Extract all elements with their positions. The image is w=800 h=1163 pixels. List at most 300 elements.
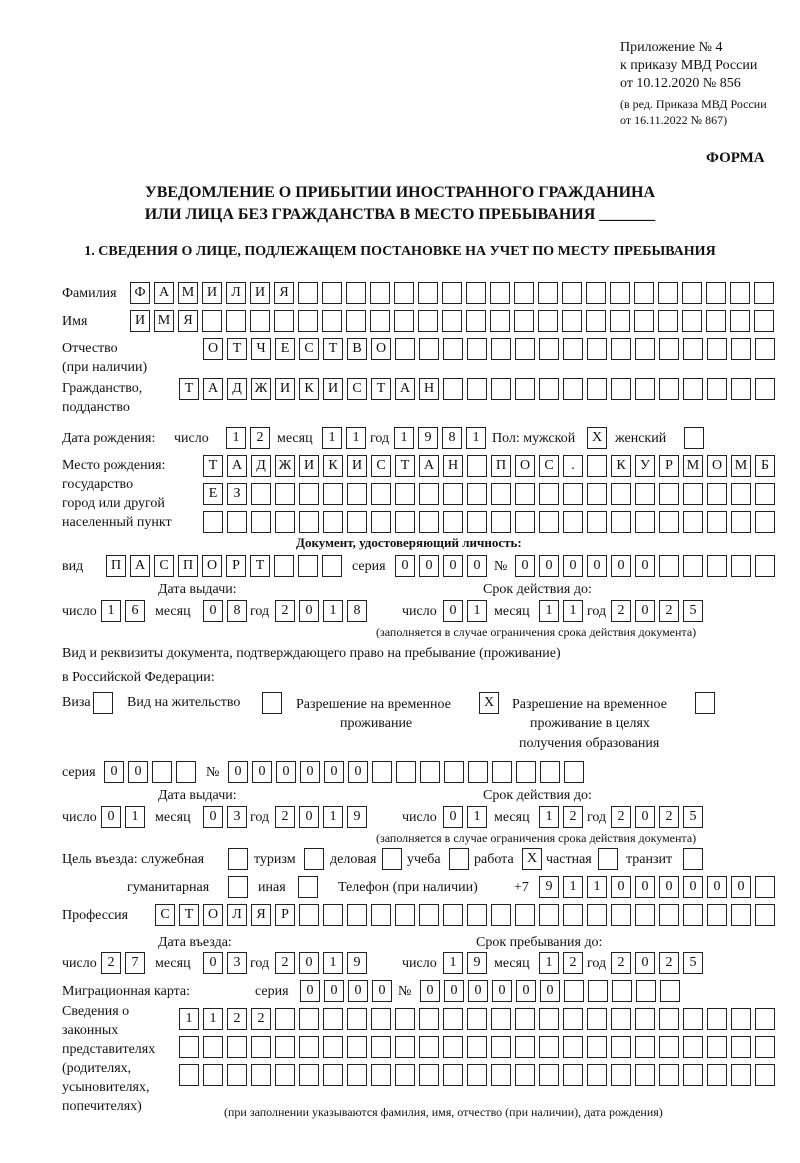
char-cell[interactable] (587, 455, 607, 477)
char-cell[interactable] (396, 761, 416, 783)
char-cell[interactable] (539, 904, 559, 926)
char-cell[interactable] (322, 282, 342, 304)
char-cell[interactable] (491, 511, 511, 533)
char-cell[interactable]: 2 (563, 806, 583, 828)
char-cell[interactable]: 1 (563, 876, 583, 898)
char-cell[interactable]: Д (251, 455, 271, 477)
char-cell[interactable] (299, 511, 319, 533)
char-cell[interactable] (347, 511, 367, 533)
char-cell[interactable]: 1 (101, 600, 121, 622)
char-cell[interactable] (683, 338, 703, 360)
char-cell[interactable]: 0 (324, 980, 344, 1002)
char-cell[interactable]: Е (275, 338, 295, 360)
char-cell[interactable]: 0 (228, 761, 248, 783)
char-cell[interactable] (322, 310, 342, 332)
representatives-field[interactable] (179, 1008, 775, 1030)
char-cell[interactable]: 0 (348, 980, 368, 1002)
char-cell[interactable] (299, 1064, 319, 1086)
residence-permit-checkbox[interactable] (262, 692, 282, 714)
char-cell[interactable] (395, 1036, 415, 1058)
entry-year[interactable] (275, 952, 367, 974)
char-cell[interactable]: 0 (467, 555, 487, 577)
char-cell[interactable]: Н (419, 378, 439, 400)
char-cell[interactable] (634, 310, 654, 332)
char-cell[interactable]: 0 (707, 876, 727, 898)
char-cell[interactable] (444, 761, 464, 783)
char-cell[interactable] (562, 282, 582, 304)
char-cell[interactable]: М (154, 310, 174, 332)
char-cell[interactable] (227, 511, 247, 533)
migcard-series-field[interactable] (300, 980, 392, 1002)
char-cell[interactable] (490, 310, 510, 332)
char-cell[interactable]: И (130, 310, 150, 332)
char-cell[interactable] (682, 282, 702, 304)
char-cell[interactable]: 5 (683, 952, 703, 974)
char-cell[interactable]: 1 (323, 600, 343, 622)
char-cell[interactable]: 8 (347, 600, 367, 622)
char-cell[interactable] (323, 1036, 343, 1058)
char-cell[interactable] (586, 282, 606, 304)
char-cell[interactable]: 8 (442, 427, 462, 449)
char-cell[interactable]: 0 (563, 555, 583, 577)
char-cell[interactable]: 0 (492, 980, 512, 1002)
char-cell[interactable] (227, 1036, 247, 1058)
citizenship-field[interactable] (179, 378, 775, 400)
birthplace-field[interactable] (203, 511, 775, 533)
char-cell[interactable]: 1 (466, 427, 486, 449)
char-cell[interactable]: 0 (128, 761, 148, 783)
char-cell[interactable] (298, 310, 318, 332)
char-cell[interactable]: Я (251, 904, 271, 926)
char-cell[interactable]: 0 (300, 761, 320, 783)
char-cell[interactable] (730, 310, 750, 332)
char-cell[interactable]: 2 (611, 806, 631, 828)
char-cell[interactable]: 1 (539, 952, 559, 974)
char-cell[interactable] (299, 904, 319, 926)
char-cell[interactable]: Т (371, 378, 391, 400)
char-cell[interactable]: С (539, 455, 559, 477)
char-cell[interactable] (563, 378, 583, 400)
stay-month[interactable] (539, 952, 583, 974)
char-cell[interactable] (418, 310, 438, 332)
char-cell[interactable]: Л (227, 904, 247, 926)
char-cell[interactable] (634, 282, 654, 304)
char-cell[interactable]: 9 (347, 952, 367, 974)
char-cell[interactable] (610, 282, 630, 304)
char-cell[interactable] (611, 1064, 631, 1086)
char-cell[interactable] (515, 1008, 535, 1030)
purpose-other-checkbox[interactable] (298, 876, 318, 898)
char-cell[interactable] (731, 1008, 751, 1030)
entry-month[interactable] (203, 952, 247, 974)
char-cell[interactable] (395, 511, 415, 533)
char-cell[interactable] (203, 1064, 223, 1086)
char-cell[interactable]: 0 (299, 952, 319, 974)
char-cell[interactable]: 5 (683, 600, 703, 622)
char-cell[interactable] (443, 904, 463, 926)
char-cell[interactable] (659, 1036, 679, 1058)
char-cell[interactable] (491, 904, 511, 926)
char-cell[interactable] (491, 338, 511, 360)
char-cell[interactable]: А (227, 455, 247, 477)
char-cell[interactable]: 3 (227, 952, 247, 974)
char-cell[interactable]: Л (226, 282, 246, 304)
char-cell[interactable] (707, 1036, 727, 1058)
birthplace-field[interactable] (203, 455, 775, 477)
char-cell[interactable] (515, 1064, 535, 1086)
char-cell[interactable] (587, 1036, 607, 1058)
purpose-transit-checkbox[interactable] (683, 848, 703, 870)
char-cell[interactable]: 0 (635, 806, 655, 828)
char-cell[interactable] (347, 1036, 367, 1058)
char-cell[interactable]: П (106, 555, 126, 577)
char-cell[interactable] (419, 1036, 439, 1058)
char-cell[interactable]: Ф (130, 282, 150, 304)
char-cell[interactable] (419, 483, 439, 505)
char-cell[interactable]: Я (178, 310, 198, 332)
char-cell[interactable] (539, 511, 559, 533)
representatives-field[interactable] (179, 1036, 775, 1058)
char-cell[interactable]: 0 (516, 980, 536, 1002)
char-cell[interactable] (659, 338, 679, 360)
dob-month-field[interactable] (322, 427, 366, 449)
char-cell[interactable] (298, 555, 318, 577)
doc-valid-day[interactable] (443, 600, 487, 622)
char-cell[interactable] (563, 511, 583, 533)
char-cell[interactable] (449, 848, 469, 870)
char-cell[interactable] (755, 876, 775, 898)
char-cell[interactable]: 1 (587, 876, 607, 898)
char-cell[interactable]: 0 (300, 980, 320, 1002)
char-cell[interactable]: Р (275, 904, 295, 926)
purpose-humanitarian-checkbox[interactable] (228, 876, 248, 898)
char-cell[interactable]: О (202, 555, 222, 577)
char-cell[interactable]: 8 (227, 600, 247, 622)
char-cell[interactable]: Т (203, 455, 223, 477)
char-cell[interactable]: 1 (125, 806, 145, 828)
char-cell[interactable] (203, 511, 223, 533)
dob-day-field[interactable] (226, 427, 270, 449)
char-cell[interactable] (635, 1008, 655, 1030)
char-cell[interactable] (540, 761, 560, 783)
char-cell[interactable] (538, 310, 558, 332)
char-cell[interactable] (731, 511, 751, 533)
char-cell[interactable]: 0 (395, 555, 415, 577)
char-cell[interactable]: О (203, 338, 223, 360)
char-cell[interactable] (539, 338, 559, 360)
char-cell[interactable] (683, 378, 703, 400)
char-cell[interactable] (442, 282, 462, 304)
char-cell[interactable]: И (323, 378, 343, 400)
char-cell[interactable] (202, 310, 222, 332)
name-field[interactable] (130, 310, 774, 332)
char-cell[interactable] (755, 555, 775, 577)
char-cell[interactable] (564, 761, 584, 783)
char-cell[interactable] (755, 1008, 775, 1030)
char-cell[interactable]: 2 (275, 806, 295, 828)
char-cell[interactable] (539, 1064, 559, 1086)
char-cell[interactable] (611, 511, 631, 533)
char-cell[interactable] (611, 378, 631, 400)
char-cell[interactable]: 9 (539, 876, 559, 898)
char-cell[interactable]: 0 (659, 876, 679, 898)
char-cell[interactable]: X (479, 692, 499, 714)
char-cell[interactable] (228, 848, 248, 870)
char-cell[interactable]: 0 (635, 555, 655, 577)
char-cell[interactable] (563, 1008, 583, 1030)
char-cell[interactable] (467, 904, 487, 926)
char-cell[interactable] (707, 1064, 727, 1086)
char-cell[interactable]: А (395, 378, 415, 400)
char-cell[interactable] (395, 483, 415, 505)
stay-year[interactable] (611, 952, 703, 974)
char-cell[interactable] (491, 1064, 511, 1086)
char-cell[interactable]: 1 (394, 427, 414, 449)
char-cell[interactable] (659, 1008, 679, 1030)
purpose-service-checkbox[interactable] (228, 848, 248, 870)
char-cell[interactable] (755, 338, 775, 360)
char-cell[interactable] (262, 692, 282, 714)
char-cell[interactable] (299, 1036, 319, 1058)
char-cell[interactable]: 0 (372, 980, 392, 1002)
char-cell[interactable] (179, 1064, 199, 1086)
char-cell[interactable]: Т (250, 555, 270, 577)
char-cell[interactable]: 1 (346, 427, 366, 449)
char-cell[interactable] (395, 1064, 415, 1086)
char-cell[interactable]: 2 (227, 1008, 247, 1030)
char-cell[interactable]: А (154, 282, 174, 304)
char-cell[interactable]: Т (323, 338, 343, 360)
char-cell[interactable] (491, 1008, 511, 1030)
doc-series-field[interactable] (395, 555, 487, 577)
char-cell[interactable]: 5 (683, 806, 703, 828)
char-cell[interactable] (755, 1064, 775, 1086)
char-cell[interactable]: С (154, 555, 174, 577)
char-cell[interactable]: К (323, 455, 343, 477)
char-cell[interactable]: У (635, 455, 655, 477)
char-cell[interactable] (323, 511, 343, 533)
char-cell[interactable] (707, 338, 727, 360)
char-cell[interactable]: П (491, 455, 511, 477)
char-cell[interactable]: Т (179, 378, 199, 400)
char-cell[interactable]: 0 (252, 761, 272, 783)
char-cell[interactable] (443, 1064, 463, 1086)
char-cell[interactable] (443, 1036, 463, 1058)
char-cell[interactable]: 1 (322, 427, 342, 449)
char-cell[interactable] (371, 1036, 391, 1058)
right-issue-year[interactable] (275, 806, 367, 828)
char-cell[interactable] (563, 904, 583, 926)
char-cell[interactable] (587, 1008, 607, 1030)
char-cell[interactable]: 0 (468, 980, 488, 1002)
sex-male-checkbox[interactable] (587, 427, 607, 449)
char-cell[interactable] (635, 1064, 655, 1086)
birthplace-field[interactable] (203, 483, 775, 505)
char-cell[interactable] (539, 1008, 559, 1030)
char-cell[interactable]: 0 (348, 761, 368, 783)
char-cell[interactable] (755, 904, 775, 926)
char-cell[interactable] (323, 483, 343, 505)
char-cell[interactable] (467, 511, 487, 533)
char-cell[interactable] (659, 1064, 679, 1086)
char-cell[interactable]: 2 (659, 806, 679, 828)
char-cell[interactable]: Д (227, 378, 247, 400)
char-cell[interactable]: И (299, 455, 319, 477)
char-cell[interactable]: 0 (420, 980, 440, 1002)
char-cell[interactable]: 3 (227, 806, 247, 828)
char-cell[interactable] (304, 848, 324, 870)
char-cell[interactable] (538, 282, 558, 304)
char-cell[interactable]: 0 (611, 876, 631, 898)
char-cell[interactable] (683, 848, 703, 870)
char-cell[interactable] (443, 378, 463, 400)
char-cell[interactable] (323, 904, 343, 926)
doc-number-field[interactable] (515, 555, 775, 577)
char-cell[interactable]: 2 (659, 952, 679, 974)
char-cell[interactable]: 1 (539, 806, 559, 828)
char-cell[interactable]: 2 (101, 952, 121, 974)
char-cell[interactable] (754, 310, 774, 332)
char-cell[interactable] (419, 1008, 439, 1030)
right-number-field[interactable] (228, 761, 584, 783)
char-cell[interactable] (707, 555, 727, 577)
char-cell[interactable] (251, 1036, 271, 1058)
right-valid-year[interactable] (611, 806, 703, 828)
char-cell[interactable] (610, 310, 630, 332)
char-cell[interactable]: 1 (443, 952, 463, 974)
char-cell[interactable] (707, 483, 727, 505)
char-cell[interactable] (587, 378, 607, 400)
char-cell[interactable] (152, 761, 172, 783)
char-cell[interactable]: З (227, 483, 247, 505)
char-cell[interactable]: 2 (611, 952, 631, 974)
char-cell[interactable] (682, 310, 702, 332)
char-cell[interactable] (299, 1008, 319, 1030)
char-cell[interactable] (539, 378, 559, 400)
char-cell[interactable] (466, 282, 486, 304)
dob-year-field[interactable] (394, 427, 486, 449)
char-cell[interactable] (395, 904, 415, 926)
purpose-private-checkbox[interactable] (598, 848, 618, 870)
char-cell[interactable] (563, 1036, 583, 1058)
char-cell[interactable] (371, 1008, 391, 1030)
char-cell[interactable] (731, 378, 751, 400)
char-cell[interactable] (563, 1064, 583, 1086)
char-cell[interactable] (467, 338, 487, 360)
char-cell[interactable] (275, 511, 295, 533)
char-cell[interactable]: 1 (539, 600, 559, 622)
char-cell[interactable]: 1 (179, 1008, 199, 1030)
char-cell[interactable] (659, 904, 679, 926)
char-cell[interactable] (683, 511, 703, 533)
char-cell[interactable] (466, 310, 486, 332)
purpose-work-checkbox[interactable] (522, 848, 542, 870)
char-cell[interactable] (635, 378, 655, 400)
char-cell[interactable]: 9 (467, 952, 487, 974)
char-cell[interactable] (755, 511, 775, 533)
char-cell[interactable]: Ж (251, 378, 271, 400)
char-cell[interactable] (298, 876, 318, 898)
char-cell[interactable] (730, 282, 750, 304)
char-cell[interactable]: С (299, 338, 319, 360)
char-cell[interactable] (371, 511, 391, 533)
char-cell[interactable] (635, 904, 655, 926)
char-cell[interactable] (372, 761, 392, 783)
char-cell[interactable] (564, 980, 584, 1002)
char-cell[interactable]: О (371, 338, 391, 360)
char-cell[interactable] (492, 761, 512, 783)
char-cell[interactable] (467, 1064, 487, 1086)
char-cell[interactable]: 0 (635, 600, 655, 622)
char-cell[interactable]: 0 (515, 555, 535, 577)
temporary-residence-education-checkbox[interactable] (695, 692, 715, 714)
char-cell[interactable] (587, 483, 607, 505)
char-cell[interactable] (587, 338, 607, 360)
char-cell[interactable] (660, 980, 680, 1002)
char-cell[interactable]: 1 (226, 427, 246, 449)
char-cell[interactable] (467, 483, 487, 505)
char-cell[interactable]: 0 (443, 555, 463, 577)
char-cell[interactable] (226, 310, 246, 332)
char-cell[interactable] (683, 1008, 703, 1030)
char-cell[interactable] (598, 848, 618, 870)
char-cell[interactable] (250, 310, 270, 332)
char-cell[interactable] (418, 282, 438, 304)
char-cell[interactable] (635, 1036, 655, 1058)
char-cell[interactable]: X (522, 848, 542, 870)
char-cell[interactable]: 0 (299, 600, 319, 622)
purpose-tourism-checkbox[interactable] (304, 848, 324, 870)
char-cell[interactable]: 0 (731, 876, 751, 898)
char-cell[interactable] (275, 1036, 295, 1058)
char-cell[interactable] (684, 427, 704, 449)
right-issue-day[interactable] (101, 806, 145, 828)
char-cell[interactable] (731, 338, 751, 360)
char-cell[interactable]: И (347, 455, 367, 477)
char-cell[interactable]: 1 (323, 806, 343, 828)
char-cell[interactable] (635, 511, 655, 533)
char-cell[interactable]: 0 (324, 761, 344, 783)
char-cell[interactable]: 0 (419, 555, 439, 577)
char-cell[interactable] (658, 282, 678, 304)
entry-day[interactable] (101, 952, 145, 974)
char-cell[interactable] (731, 1064, 751, 1086)
char-cell[interactable]: 9 (347, 806, 367, 828)
char-cell[interactable] (754, 282, 774, 304)
char-cell[interactable] (322, 555, 342, 577)
temporary-residence-checkbox[interactable] (479, 692, 499, 714)
char-cell[interactable] (659, 483, 679, 505)
char-cell[interactable] (515, 378, 535, 400)
char-cell[interactable]: Б (755, 455, 775, 477)
char-cell[interactable]: 0 (443, 806, 463, 828)
char-cell[interactable] (683, 1036, 703, 1058)
char-cell[interactable] (683, 904, 703, 926)
char-cell[interactable] (611, 483, 631, 505)
char-cell[interactable]: Р (659, 455, 679, 477)
char-cell[interactable] (346, 310, 366, 332)
char-cell[interactable]: 0 (587, 555, 607, 577)
right-valid-day[interactable] (443, 806, 487, 828)
char-cell[interactable] (251, 483, 271, 505)
char-cell[interactable]: С (347, 378, 367, 400)
char-cell[interactable]: А (203, 378, 223, 400)
char-cell[interactable]: 0 (203, 952, 223, 974)
char-cell[interactable]: . (563, 455, 583, 477)
char-cell[interactable] (731, 1036, 751, 1058)
char-cell[interactable] (539, 483, 559, 505)
surname-field[interactable] (130, 282, 774, 304)
